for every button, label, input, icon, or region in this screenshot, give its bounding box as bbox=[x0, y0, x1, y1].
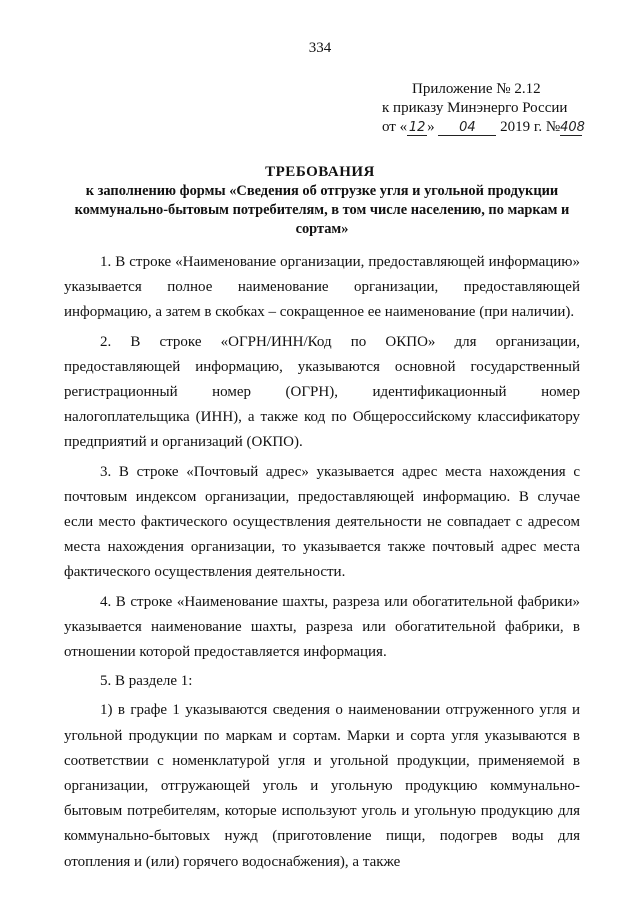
appendix-block bbox=[340, 80, 600, 137]
document-subheading: к заполнению формы «Сведения об отгрузке угля и угольной продукции коммунально-бытовым потребителям, в том числе населению, по маркам и сортам» bbox=[74, 183, 570, 237]
document-body bbox=[64, 250, 580, 879]
paragraph-2: 2. В строке «ОГРН/ИНН/Код по ОКПО» для организации, предоставляющей информацию, указываются основной государственный регистрационный номер (ОГРН), идентификационный номер налогоплательщика (ИНН), а также код по Общероссийскому классификатору предприятий и организаций (ОКПО). bbox=[64, 333, 580, 451]
date-year: 2019 г. № bbox=[500, 119, 561, 135]
appendix-date-line bbox=[340, 118, 600, 137]
handwritten-order-number: 408 bbox=[560, 120, 585, 135]
paragraph-3: 3. В строке «Почтовый адрес» указывается адрес места нахождения с почтовым индексом организации, предоставляющей информацию. В случае если место фактического осуществления деятельности не совпадает с адресом места нахождения организации, то указывается также почтовый адрес места фактического осуществления деятельности. bbox=[64, 463, 580, 581]
handwritten-day: 12 bbox=[408, 120, 426, 135]
paragraph-4: 4. В строке «Наименование шахты, разреза или обогатительной фабрики» указывается наименование шахты, разреза или обогатительной фабрики, в отношении которой предоставляется информация. bbox=[64, 593, 580, 661]
page-number: 334 bbox=[308, 40, 332, 56]
appendix-title: Приложение № 2.12 bbox=[412, 81, 541, 97]
date-mid: » bbox=[427, 119, 435, 135]
handwritten-month: 04 bbox=[438, 121, 496, 136]
paragraph-5: 5. В разделе 1: bbox=[100, 673, 193, 690]
paragraph-5-1: 1) в графе 1 указываются сведения о наименовании отгруженного угля и угольной продукции по маркам и сортам. Марки и сорта угля указываются в соответствии с номенклатурой угля и угольной продукции, применяемой в организации, отгружающей уголь и угольную продукцию коммунально-бытовым потребителям, которые используют уголь и угольную продукцию для коммунально-бытовых нужд (приготовление пищи, подогрев воды для отопления и (или) горячего водоснабжения), а также bbox=[64, 702, 580, 870]
document-heading: ТРЕБОВАНИЯ bbox=[265, 164, 375, 180]
paragraph-1: 1. В строке «Наименование организации, предоставляющей информацию» указывается полное наименование организации, предоставляющей информацию, а затем в скобках – сокращенное ее наименование (при наличии). bbox=[64, 254, 580, 321]
date-prefix: от « bbox=[382, 119, 408, 135]
appendix-order-ref: к приказу Минэнерго России bbox=[382, 100, 568, 116]
